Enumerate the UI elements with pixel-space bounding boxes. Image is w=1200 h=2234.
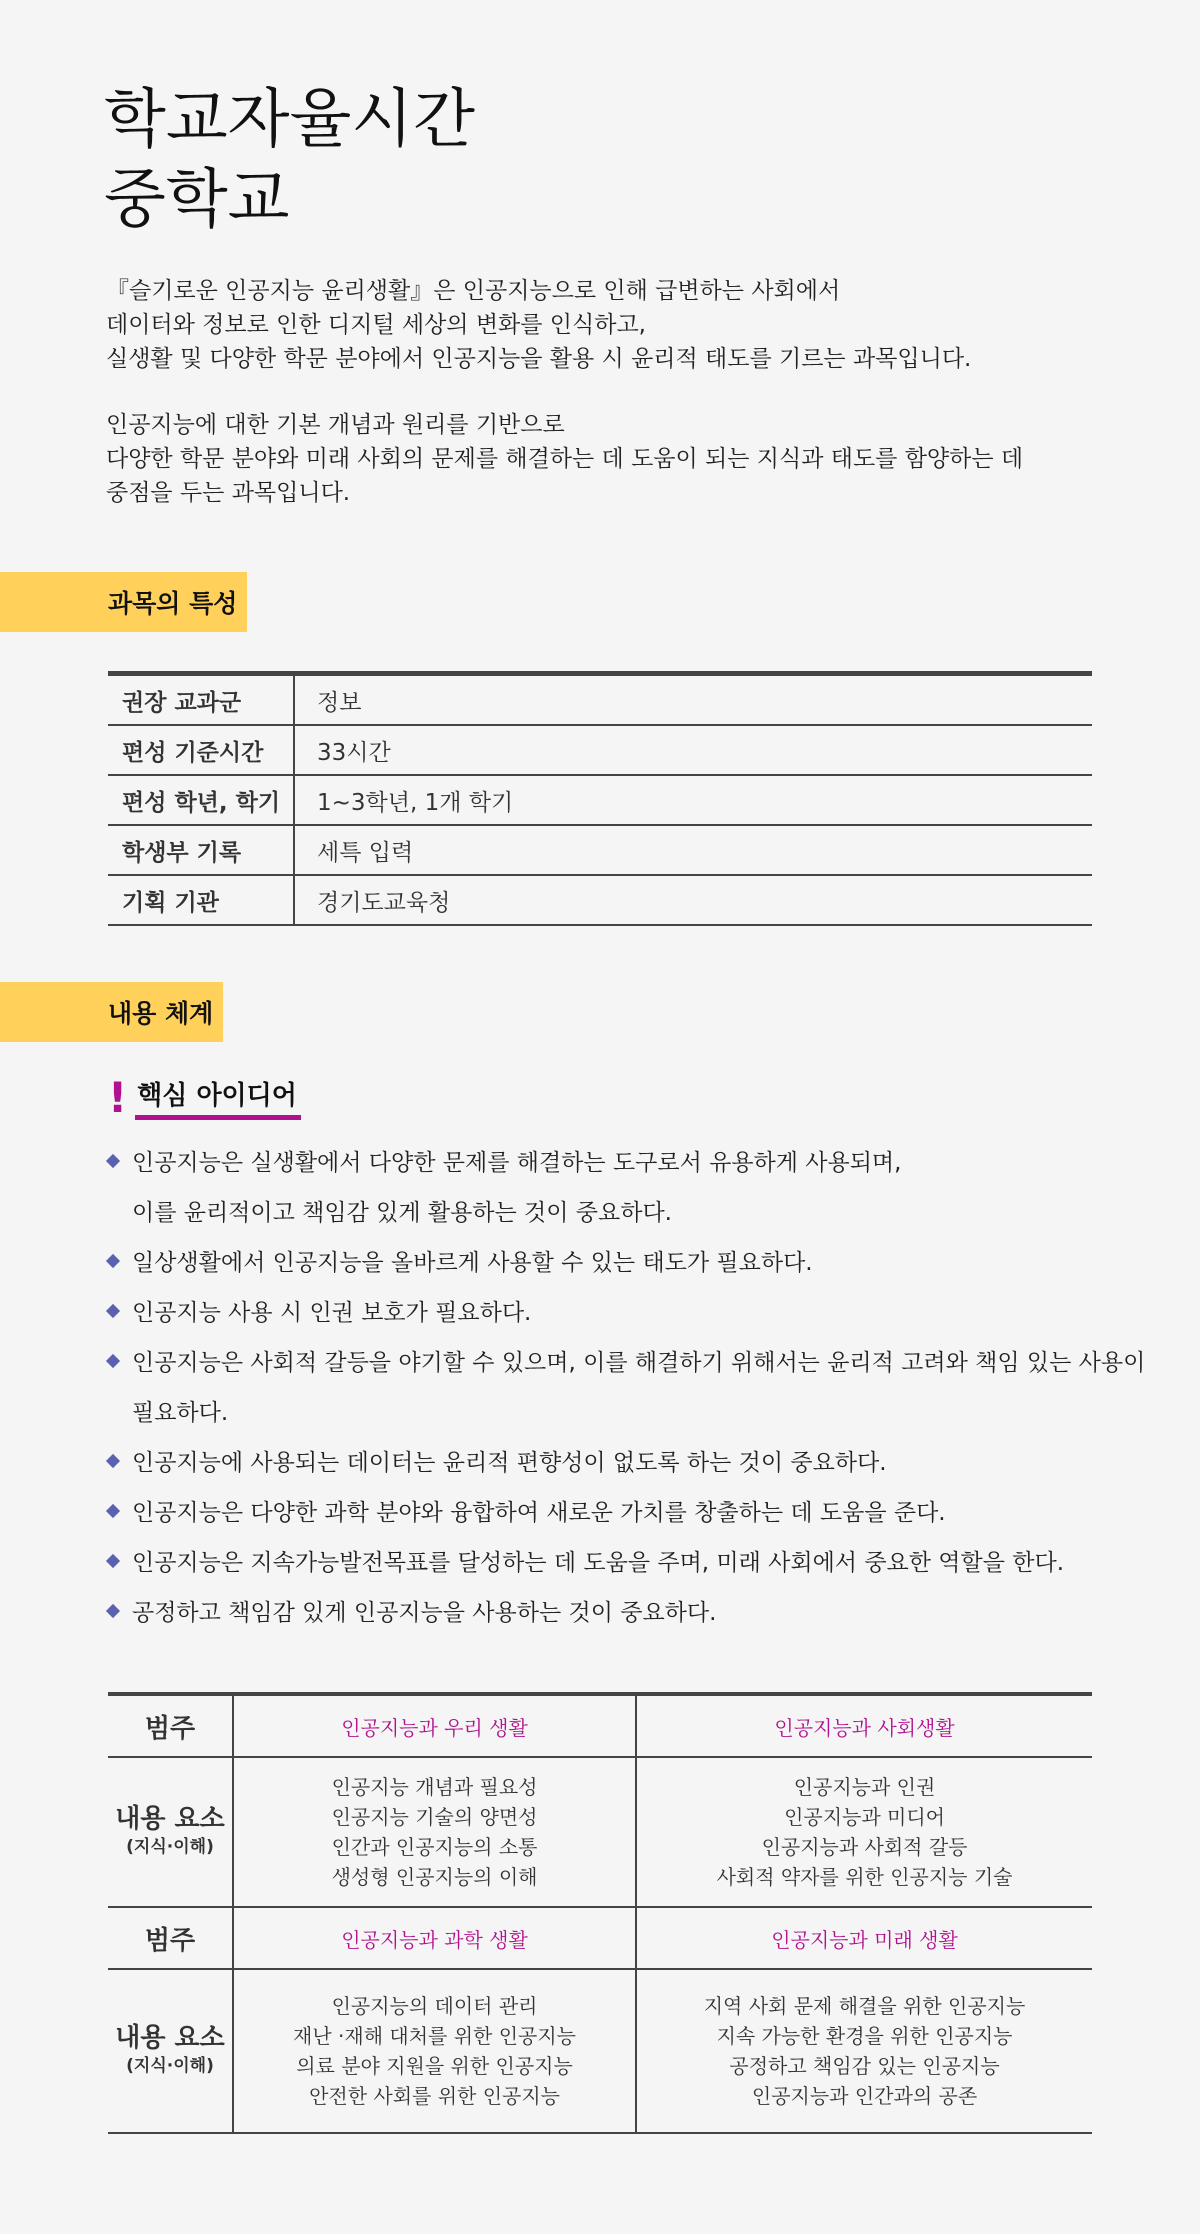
table-row bbox=[108, 1907, 1092, 1969]
idea-text: 인공지능은 사회적 갈등을 야기할 수 있으며, 이를 해결하기 위해서는 윤리적 고려와 책임 있는 사용이 bbox=[132, 1350, 1146, 1376]
page-title bbox=[104, 80, 475, 240]
content-elements-table bbox=[108, 1692, 1092, 2134]
diamond-bullet-icon bbox=[106, 1554, 120, 1568]
content-element: 인공지능의 데이터 관리 bbox=[331, 1994, 538, 2018]
table-row bbox=[108, 674, 1092, 726]
property-key: 편성 기준시간 bbox=[108, 725, 294, 775]
element-list-cell bbox=[233, 1757, 636, 1907]
diamond-bullet-icon bbox=[106, 1504, 120, 1518]
core-idea-heading bbox=[108, 1073, 301, 1122]
diamond-bullet-icon bbox=[106, 1354, 120, 1368]
content-element: 인간과 인공지능의 소통 bbox=[331, 1835, 538, 1859]
list-item bbox=[108, 1288, 1168, 1338]
idea-text: 필요하다. bbox=[132, 1400, 229, 1426]
idea-text: 인공지능 사용 시 인권 보호가 필요하다. bbox=[132, 1300, 532, 1326]
idea-text: 인공지능에 사용되는 데이터는 윤리적 편향성이 없도록 하는 것이 중요하다. bbox=[132, 1450, 887, 1476]
content-element: 공정하고 책임감 있는 인공지능 bbox=[729, 2054, 1000, 2078]
content-element: 지속 가능한 환경을 위한 인공지능 bbox=[716, 2024, 1013, 2048]
element-label-cell bbox=[108, 1757, 233, 1907]
diamond-bullet-icon bbox=[106, 1154, 120, 1168]
table-row bbox=[108, 1757, 1092, 1907]
category-label: 범주 bbox=[108, 1694, 233, 1757]
content-element: 지역 사회 문제 해결을 위한 인공지능 bbox=[703, 1994, 1026, 2018]
properties-table bbox=[108, 671, 1092, 926]
category-title: 인공지능과 사회생활 bbox=[636, 1694, 1092, 1757]
idea-text: 인공지능은 다양한 과학 분야와 융합하여 새로운 가치를 창출하는 데 도움을 준다. bbox=[132, 1500, 946, 1526]
title-line-2: 중학교 bbox=[104, 163, 290, 237]
list-item bbox=[108, 1238, 1168, 1288]
idea-text: 인공지능은 지속가능발전목표를 달성하는 데 도움을 주며, 미래 사회에서 중요한 역할을 한다. bbox=[132, 1550, 1065, 1576]
content-element: 인공지능 기술의 양면성 bbox=[331, 1805, 538, 1829]
element-sub-label: (지식·이해) bbox=[126, 2056, 214, 2076]
table-row bbox=[108, 775, 1092, 825]
category-title: 인공지능과 미래 생활 bbox=[636, 1907, 1092, 1969]
diamond-bullet-icon bbox=[106, 1604, 120, 1618]
property-key: 기획 기관 bbox=[108, 875, 294, 925]
idea-text: 일상생활에서 인공지능을 올바르게 사용할 수 있는 태도가 필요하다. bbox=[132, 1250, 813, 1276]
table-row bbox=[108, 1969, 1092, 2133]
property-key: 편성 학년, 학기 bbox=[108, 775, 294, 825]
property-value: 1~3학년, 1개 학기 bbox=[294, 775, 1092, 825]
list-item bbox=[108, 1138, 1168, 1238]
content-element: 인공지능과 인간과의 공존 bbox=[751, 2084, 978, 2108]
property-value: 정보 bbox=[294, 674, 1092, 726]
content-element: 인공지능 개념과 필요성 bbox=[331, 1775, 538, 1799]
content-element: 재난 ·재해 대처를 위한 인공지능 bbox=[293, 2024, 576, 2048]
element-list-cell bbox=[636, 1757, 1092, 1907]
idea-text: 공정하고 책임감 있게 인공지능을 사용하는 것이 중요하다. bbox=[132, 1600, 717, 1626]
element-label: 내용 요소 bbox=[115, 1804, 225, 1834]
exclamation-icon: ! bbox=[108, 1073, 128, 1122]
content-element: 의료 분야 지원을 위한 인공지능 bbox=[296, 2054, 573, 2078]
element-list-cell bbox=[233, 1969, 636, 2133]
title-line-1: 학교자율시간 bbox=[104, 83, 475, 157]
intro-line: 인공지능에 대한 기본 개념과 원리를 기반으로 bbox=[106, 412, 565, 438]
idea-text: 이를 윤리적이고 책임감 있게 활용하는 것이 중요하다. bbox=[132, 1200, 672, 1226]
element-list-cell bbox=[636, 1969, 1092, 2133]
table-row bbox=[108, 1694, 1092, 1757]
content-element: 인공지능과 사회적 갈등 bbox=[761, 1835, 968, 1859]
list-item bbox=[108, 1538, 1168, 1588]
category-title: 인공지능과 과학 생활 bbox=[233, 1907, 636, 1969]
content-element: 안전한 사회를 위한 인공지능 bbox=[309, 2084, 560, 2108]
diamond-bullet-icon bbox=[106, 1254, 120, 1268]
list-item bbox=[108, 1588, 1168, 1638]
property-value: 33시간 bbox=[294, 725, 1092, 775]
idea-text: 인공지능은 실생활에서 다양한 문제를 해결하는 도구로서 유용하게 사용되며, bbox=[132, 1150, 902, 1176]
list-item bbox=[108, 1338, 1168, 1438]
element-label: 내용 요소 bbox=[115, 2023, 225, 2053]
intro-line: 『슬기로운 인공지능 윤리생활』은 인공지능으로 인해 급변하는 사회에서 bbox=[106, 278, 841, 304]
list-item bbox=[108, 1488, 1168, 1538]
table-row bbox=[108, 825, 1092, 875]
intro-text bbox=[106, 274, 1106, 542]
diamond-bullet-icon bbox=[106, 1304, 120, 1318]
property-value: 세특 입력 bbox=[294, 825, 1092, 875]
list-item bbox=[108, 1438, 1168, 1488]
diamond-bullet-icon bbox=[106, 1454, 120, 1468]
core-idea-title: 핵심 아이디어 bbox=[135, 1079, 301, 1120]
intro-line: 데이터와 정보로 인한 디지털 세상의 변화를 인식하고, bbox=[106, 312, 646, 338]
category-title: 인공지능과 우리 생활 bbox=[233, 1694, 636, 1757]
table-row bbox=[108, 875, 1092, 925]
content-element: 인공지능과 인권 bbox=[793, 1775, 936, 1799]
element-label-cell bbox=[108, 1969, 233, 2133]
section-heading-characteristics: 과목의 특성 bbox=[0, 572, 247, 632]
content-element: 인공지능과 미디어 bbox=[784, 1805, 945, 1829]
content-element: 사회적 약자를 위한 인공지능 기술 bbox=[716, 1865, 1013, 1889]
intro-line: 다양한 학문 분야와 미래 사회의 문제를 해결하는 데 도움이 되는 지식과 태도를 함양하는 데 bbox=[106, 446, 1024, 472]
property-key: 권장 교과군 bbox=[108, 674, 294, 726]
content-element: 생성형 인공지능의 이해 bbox=[331, 1865, 538, 1889]
intro-paragraph-2 bbox=[106, 408, 1106, 510]
property-key: 학생부 기록 bbox=[108, 825, 294, 875]
core-idea-list bbox=[108, 1138, 1168, 1638]
intro-line: 실생활 및 다양한 학문 분야에서 인공지능을 활용 시 윤리적 태도를 기르는 과목입니다. bbox=[106, 346, 972, 372]
element-sub-label: (지식·이해) bbox=[126, 1837, 214, 1857]
intro-paragraph-1 bbox=[106, 274, 1106, 376]
intro-line: 중점을 두는 과목입니다. bbox=[106, 480, 351, 506]
category-label: 범주 bbox=[108, 1907, 233, 1969]
section-heading-content-system: 내용 체계 bbox=[0, 982, 223, 1042]
property-value: 경기도교육청 bbox=[294, 875, 1092, 925]
table-row bbox=[108, 725, 1092, 775]
